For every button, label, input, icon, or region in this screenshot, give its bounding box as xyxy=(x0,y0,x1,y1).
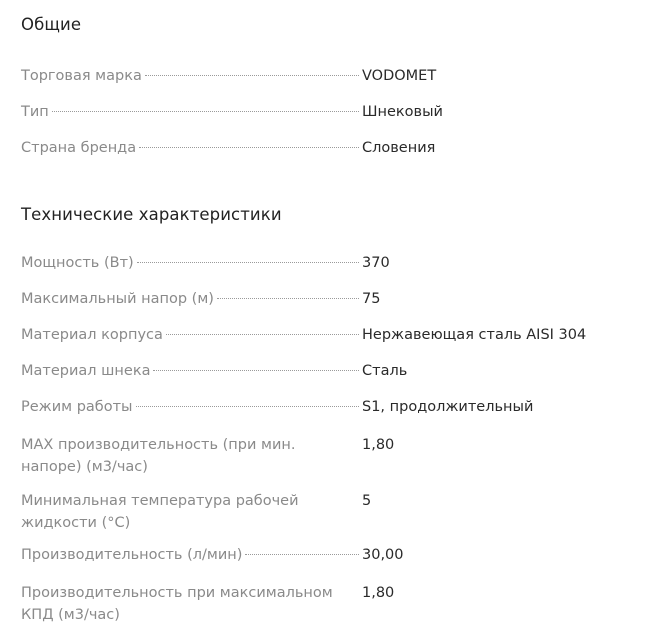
spec-row-capacity-max-efficiency xyxy=(21,582,621,638)
spec-label: Режим работы xyxy=(21,399,133,415)
dot-leader xyxy=(166,333,359,335)
spec-value: Шнековый xyxy=(362,104,443,120)
spec-row-power xyxy=(21,254,621,290)
general-section-title: Общие xyxy=(21,15,82,34)
dot-leader xyxy=(52,110,359,112)
spec-label: MAX производительность (при мин. напоре) (м3/час) xyxy=(21,437,296,475)
spec-value: Словения xyxy=(362,140,436,156)
spec-label: Страна бренда xyxy=(21,140,137,156)
spec-row-type xyxy=(21,103,621,139)
spec-row-operating-mode xyxy=(21,398,621,434)
spec-row-brand-country xyxy=(21,139,621,175)
spec-row-max-head xyxy=(21,290,621,326)
spec-value: 30,00 xyxy=(362,547,404,563)
spec-label: Тип xyxy=(21,104,49,120)
spec-row-max-capacity xyxy=(21,434,621,490)
technical-spec-list xyxy=(21,254,621,638)
dot-leader xyxy=(139,146,359,148)
spec-value: 1,80 xyxy=(362,437,395,453)
spec-row-capacity-lpm xyxy=(21,546,621,582)
spec-row-brand xyxy=(21,67,621,103)
spec-row-min-temperature xyxy=(21,490,621,546)
spec-value: 5 xyxy=(362,493,372,509)
spec-label: Материал шнека xyxy=(21,363,151,379)
dot-leader xyxy=(145,74,359,76)
spec-label: Материал корпуса xyxy=(21,327,163,343)
technical-section xyxy=(21,204,621,638)
dot-leader xyxy=(245,553,359,555)
spec-value: Нержавеющая сталь AISI 304 xyxy=(362,327,587,343)
spec-value: Сталь xyxy=(362,363,408,379)
dot-leader xyxy=(136,405,360,407)
spec-label: Мощность (Вт) xyxy=(21,255,134,271)
spec-row-screw-material xyxy=(21,362,621,398)
spec-label: Максимальный напор (м) xyxy=(21,291,214,307)
spec-value: VODOMET xyxy=(362,68,437,84)
general-spec-list xyxy=(21,67,621,175)
dot-leader xyxy=(153,369,359,371)
spec-row-housing-material xyxy=(21,326,621,362)
spec-value: S1, продолжительный xyxy=(362,399,534,415)
spec-label: Производительность при максимальном КПД (м3/час) xyxy=(21,585,333,623)
dot-leader xyxy=(217,297,359,299)
spec-value: 1,80 xyxy=(362,585,395,601)
spec-label: Минимальная температура рабочей жидкости (°C) xyxy=(21,493,299,531)
technical-section-title: Технические характеристики xyxy=(21,205,282,224)
general-section xyxy=(21,14,621,175)
spec-value: 75 xyxy=(362,291,381,307)
spec-label: Торговая марка xyxy=(21,68,142,84)
spec-label: Производительность (л/мин) xyxy=(21,547,243,563)
spec-value: 370 xyxy=(362,255,390,271)
dot-leader xyxy=(137,261,359,263)
